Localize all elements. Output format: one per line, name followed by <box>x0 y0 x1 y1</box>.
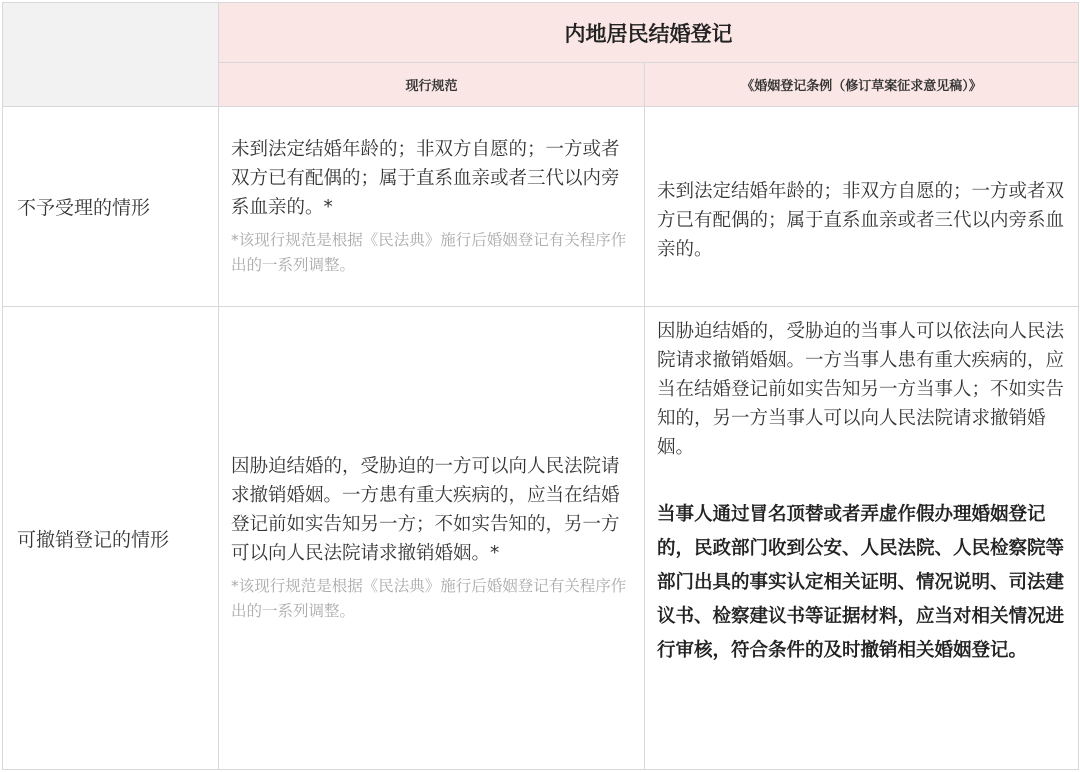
row-label-revocation: 可撤销登记的情形 <box>3 307 219 770</box>
current-text: 因胁迫结婚的，受胁迫的一方可以向人民法院请求撤销婚姻。一方患有重大疾病的，应当在结婚登记前如实告知另一方；不如实告知的，另一方可以向人民法院请求撤销婚姻。* <box>231 456 620 564</box>
draft-rule-rejection <box>645 107 1079 307</box>
current-footnote: *该现行规范是根据《民法典》施行后婚姻登记有关程序作出的一系列调整。 <box>231 577 627 620</box>
column-header-draft: 《婚姻登记条例（修订草案征求意见稿）》 <box>645 63 1079 107</box>
draft-text: 因胁迫结婚的，受胁迫的当事人可以依法向人民法院请求撤销婚姻。一方当事人患有重大疾病的，应当在结婚登记前如实告知另一方当事人；不如实告知的，另一方当事人可以向人民法院请求撤销婚姻。 <box>657 321 1065 458</box>
current-footnote: *该现行规范是根据《民法典》施行后婚姻登记有关程序作出的一系列调整。 <box>231 231 627 274</box>
draft-bold-text: 当事人通过冒名顶替或者弄虚作假办理婚姻登记的，民政部门收到公安、人民法院、人民检察院等部门出具的事实认定相关证明、情况说明、司法建议书、检察建议书等证据材料，应当对相关情况进行审核，符合条件的及时撤销相关婚姻登记。 <box>657 504 1065 661</box>
row-label-rejection: 不予受理的情形 <box>3 107 219 307</box>
corner-cell <box>3 3 219 107</box>
column-header-current: 现行规范 <box>219 63 645 107</box>
current-rule-revocation <box>219 307 645 770</box>
draft-rule-revocation <box>645 307 1079 770</box>
current-text: 未到法定结婚年龄的；非双方自愿的；一方或者双方已有配偶的；属于直系血亲或者三代以内旁系血亲的。* <box>231 139 620 218</box>
current-rule-rejection <box>219 107 645 307</box>
table-title: 内地居民结婚登记 <box>219 3 1079 63</box>
comparison-table <box>2 2 1079 770</box>
draft-text: 未到法定结婚年龄的；非双方自愿的；一方或者双方已有配偶的；属于直系血亲或者三代以内旁系血亲的。 <box>657 181 1065 260</box>
